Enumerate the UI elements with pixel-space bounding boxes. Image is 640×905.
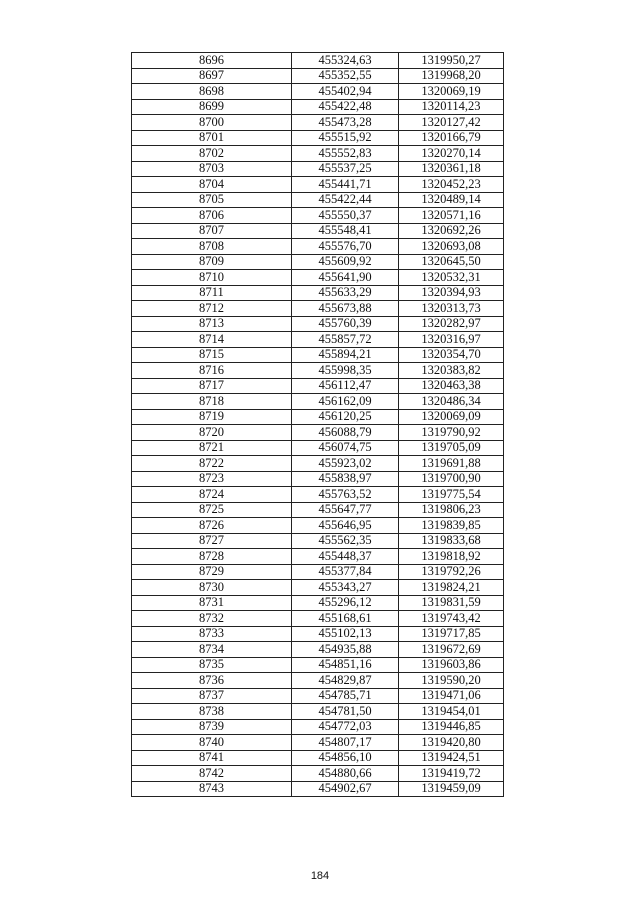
table-row	[132, 688, 504, 704]
table-row	[132, 626, 504, 642]
x-coordinate-cell: 455641,90	[292, 270, 399, 286]
table-row	[132, 208, 504, 224]
x-coordinate-cell: 455168,61	[292, 611, 399, 627]
table-row	[132, 285, 504, 301]
table-row	[132, 518, 504, 534]
y-coordinate-cell: 1319839,85	[399, 518, 504, 534]
y-coordinate-cell: 1319459,09	[399, 781, 504, 797]
point-number-cell: 8701	[132, 130, 292, 146]
point-number-cell: 8728	[132, 549, 292, 565]
table-row	[132, 766, 504, 782]
x-coordinate-cell: 455548,41	[292, 223, 399, 239]
x-coordinate-cell: 455633,29	[292, 285, 399, 301]
y-coordinate-cell: 1320383,82	[399, 363, 504, 379]
y-coordinate-cell: 1319454,01	[399, 704, 504, 720]
point-number-cell: 8705	[132, 192, 292, 208]
y-coordinate-cell: 1320069,19	[399, 84, 504, 100]
x-coordinate-cell: 455296,12	[292, 595, 399, 611]
table-row	[132, 611, 504, 627]
x-coordinate-cell: 454880,66	[292, 766, 399, 782]
y-coordinate-cell: 1320463,38	[399, 378, 504, 394]
x-coordinate-cell: 455998,35	[292, 363, 399, 379]
table-row	[132, 239, 504, 255]
table-row	[132, 84, 504, 100]
table-row	[132, 735, 504, 751]
x-coordinate-cell: 455552,83	[292, 146, 399, 162]
point-number-cell: 8697	[132, 68, 292, 84]
x-coordinate-cell: 455562,35	[292, 533, 399, 549]
y-coordinate-cell: 1319424,51	[399, 750, 504, 766]
table-row	[132, 549, 504, 565]
y-coordinate-cell: 1319968,20	[399, 68, 504, 84]
x-coordinate-cell: 455402,94	[292, 84, 399, 100]
table-row	[132, 673, 504, 689]
x-coordinate-cell: 455923,02	[292, 456, 399, 472]
point-number-cell: 8737	[132, 688, 292, 704]
point-number-cell: 8703	[132, 161, 292, 177]
point-number-cell: 8718	[132, 394, 292, 410]
x-coordinate-cell: 456074,75	[292, 440, 399, 456]
x-coordinate-cell: 455102,13	[292, 626, 399, 642]
table-row	[132, 564, 504, 580]
table-row	[132, 332, 504, 348]
point-number-cell: 8731	[132, 595, 292, 611]
point-number-cell: 8711	[132, 285, 292, 301]
y-coordinate-cell: 1320127,42	[399, 115, 504, 131]
y-coordinate-cell: 1320532,31	[399, 270, 504, 286]
point-number-cell: 8733	[132, 626, 292, 642]
table-row	[132, 270, 504, 286]
y-coordinate-cell: 1319950,27	[399, 53, 504, 69]
point-number-cell: 8721	[132, 440, 292, 456]
x-coordinate-cell: 456162,09	[292, 394, 399, 410]
y-coordinate-cell: 1320452,23	[399, 177, 504, 193]
point-number-cell: 8712	[132, 301, 292, 317]
point-number-cell: 8736	[132, 673, 292, 689]
x-coordinate-cell: 455537,25	[292, 161, 399, 177]
y-coordinate-cell: 1319691,88	[399, 456, 504, 472]
x-coordinate-cell: 454785,71	[292, 688, 399, 704]
table-row	[132, 456, 504, 472]
point-number-cell: 8708	[132, 239, 292, 255]
y-coordinate-cell: 1320486,34	[399, 394, 504, 410]
x-coordinate-cell: 454807,17	[292, 735, 399, 751]
y-coordinate-cell: 1319792,26	[399, 564, 504, 580]
point-number-cell: 8704	[132, 177, 292, 193]
x-coordinate-cell: 454902,67	[292, 781, 399, 797]
point-number-cell: 8717	[132, 378, 292, 394]
x-coordinate-cell: 455763,52	[292, 487, 399, 503]
point-number-cell: 8702	[132, 146, 292, 162]
table-row	[132, 440, 504, 456]
y-coordinate-cell: 1320270,14	[399, 146, 504, 162]
point-number-cell: 8719	[132, 409, 292, 425]
y-coordinate-cell: 1319420,80	[399, 735, 504, 751]
point-number-cell: 8730	[132, 580, 292, 596]
table-row	[132, 177, 504, 193]
x-coordinate-cell: 455473,28	[292, 115, 399, 131]
point-number-cell: 8739	[132, 719, 292, 735]
table-row	[132, 704, 504, 720]
table-row	[132, 719, 504, 735]
x-coordinate-cell: 455422,48	[292, 99, 399, 115]
y-coordinate-cell: 1319603,86	[399, 657, 504, 673]
y-coordinate-cell: 1319806,23	[399, 502, 504, 518]
point-number-cell: 8707	[132, 223, 292, 239]
y-coordinate-cell: 1319818,92	[399, 549, 504, 565]
table-row	[132, 750, 504, 766]
table-row	[132, 657, 504, 673]
x-coordinate-cell: 455448,37	[292, 549, 399, 565]
y-coordinate-cell: 1319705,09	[399, 440, 504, 456]
x-coordinate-cell: 456112,47	[292, 378, 399, 394]
point-number-cell: 8738	[132, 704, 292, 720]
x-coordinate-cell: 455646,95	[292, 518, 399, 534]
point-number-cell: 8709	[132, 254, 292, 270]
point-number-cell: 8742	[132, 766, 292, 782]
x-coordinate-cell: 455838,97	[292, 471, 399, 487]
point-number-cell: 8726	[132, 518, 292, 534]
x-coordinate-cell: 455673,88	[292, 301, 399, 317]
table-row	[132, 642, 504, 658]
table-row	[132, 580, 504, 596]
x-coordinate-cell: 454935,88	[292, 642, 399, 658]
y-coordinate-cell: 1319824,21	[399, 580, 504, 596]
x-coordinate-cell: 455324,63	[292, 53, 399, 69]
y-coordinate-cell: 1319700,90	[399, 471, 504, 487]
y-coordinate-cell: 1320114,23	[399, 99, 504, 115]
y-coordinate-cell: 1320571,16	[399, 208, 504, 224]
point-number-cell: 8725	[132, 502, 292, 518]
table-row	[132, 130, 504, 146]
y-coordinate-cell: 1319446,85	[399, 719, 504, 735]
page-number: 184	[310, 870, 330, 882]
table-row	[132, 394, 504, 410]
point-number-cell: 8734	[132, 642, 292, 658]
x-coordinate-cell: 455352,55	[292, 68, 399, 84]
x-coordinate-cell: 455647,77	[292, 502, 399, 518]
table-row	[132, 99, 504, 115]
point-number-cell: 8716	[132, 363, 292, 379]
y-coordinate-cell: 1320166,79	[399, 130, 504, 146]
point-number-cell: 8729	[132, 564, 292, 580]
table-row	[132, 223, 504, 239]
point-number-cell: 8700	[132, 115, 292, 131]
y-coordinate-cell: 1319590,20	[399, 673, 504, 689]
y-coordinate-cell: 1320361,18	[399, 161, 504, 177]
x-coordinate-cell: 455894,21	[292, 347, 399, 363]
x-coordinate-cell: 455760,39	[292, 316, 399, 332]
x-coordinate-cell: 454851,16	[292, 657, 399, 673]
y-coordinate-cell: 1319717,85	[399, 626, 504, 642]
y-coordinate-cell: 1320645,50	[399, 254, 504, 270]
point-number-cell: 8714	[132, 332, 292, 348]
table-row	[132, 301, 504, 317]
y-coordinate-cell: 1319471,06	[399, 688, 504, 704]
point-number-cell: 8706	[132, 208, 292, 224]
y-coordinate-cell: 1320282,97	[399, 316, 504, 332]
point-number-cell: 8741	[132, 750, 292, 766]
point-number-cell: 8723	[132, 471, 292, 487]
table-row	[132, 363, 504, 379]
point-number-cell: 8699	[132, 99, 292, 115]
y-coordinate-cell: 1319419,72	[399, 766, 504, 782]
table-row	[132, 533, 504, 549]
y-coordinate-cell: 1320316,97	[399, 332, 504, 348]
point-number-cell: 8724	[132, 487, 292, 503]
point-number-cell: 8743	[132, 781, 292, 797]
y-coordinate-cell: 1320354,70	[399, 347, 504, 363]
point-number-cell: 8720	[132, 425, 292, 441]
table-row	[132, 781, 504, 797]
coordinates-table-body	[132, 53, 504, 797]
table-row	[132, 115, 504, 131]
x-coordinate-cell: 456120,25	[292, 409, 399, 425]
y-coordinate-cell: 1320489,14	[399, 192, 504, 208]
point-number-cell: 8732	[132, 611, 292, 627]
y-coordinate-cell: 1320069,09	[399, 409, 504, 425]
y-coordinate-cell: 1319775,54	[399, 487, 504, 503]
y-coordinate-cell: 1319831,59	[399, 595, 504, 611]
y-coordinate-cell: 1319672,69	[399, 642, 504, 658]
table-row	[132, 192, 504, 208]
x-coordinate-cell: 455609,92	[292, 254, 399, 270]
table-row	[132, 146, 504, 162]
point-number-cell: 8735	[132, 657, 292, 673]
point-number-cell: 8727	[132, 533, 292, 549]
x-coordinate-cell: 454856,10	[292, 750, 399, 766]
x-coordinate-cell: 455576,70	[292, 239, 399, 255]
x-coordinate-cell: 454829,87	[292, 673, 399, 689]
point-number-cell: 8740	[132, 735, 292, 751]
x-coordinate-cell: 455377,84	[292, 564, 399, 580]
x-coordinate-cell: 454772,03	[292, 719, 399, 735]
x-coordinate-cell: 455857,72	[292, 332, 399, 348]
table-row	[132, 409, 504, 425]
y-coordinate-cell: 1319743,42	[399, 611, 504, 627]
table-row	[132, 347, 504, 363]
table-row	[132, 425, 504, 441]
x-coordinate-cell: 455441,71	[292, 177, 399, 193]
table-row	[132, 595, 504, 611]
point-number-cell: 8715	[132, 347, 292, 363]
table-row	[132, 53, 504, 69]
y-coordinate-cell: 1320394,93	[399, 285, 504, 301]
x-coordinate-cell: 455343,27	[292, 580, 399, 596]
y-coordinate-cell: 1320692,26	[399, 223, 504, 239]
table-row	[132, 161, 504, 177]
point-number-cell: 8722	[132, 456, 292, 472]
y-coordinate-cell: 1320313,73	[399, 301, 504, 317]
y-coordinate-cell: 1320693,08	[399, 239, 504, 255]
point-number-cell: 8713	[132, 316, 292, 332]
table-row	[132, 378, 504, 394]
x-coordinate-cell: 455515,92	[292, 130, 399, 146]
point-number-cell: 8698	[132, 84, 292, 100]
table-row	[132, 502, 504, 518]
table-row	[132, 471, 504, 487]
x-coordinate-cell: 455422,44	[292, 192, 399, 208]
y-coordinate-cell: 1319833,68	[399, 533, 504, 549]
table-row	[132, 254, 504, 270]
point-number-cell: 8696	[132, 53, 292, 69]
y-coordinate-cell: 1319790,92	[399, 425, 504, 441]
coordinates-table	[131, 52, 504, 797]
table-row	[132, 316, 504, 332]
x-coordinate-cell: 456088,79	[292, 425, 399, 441]
x-coordinate-cell: 455550,37	[292, 208, 399, 224]
table-row	[132, 68, 504, 84]
point-number-cell: 8710	[132, 270, 292, 286]
x-coordinate-cell: 454781,50	[292, 704, 399, 720]
table-row	[132, 487, 504, 503]
